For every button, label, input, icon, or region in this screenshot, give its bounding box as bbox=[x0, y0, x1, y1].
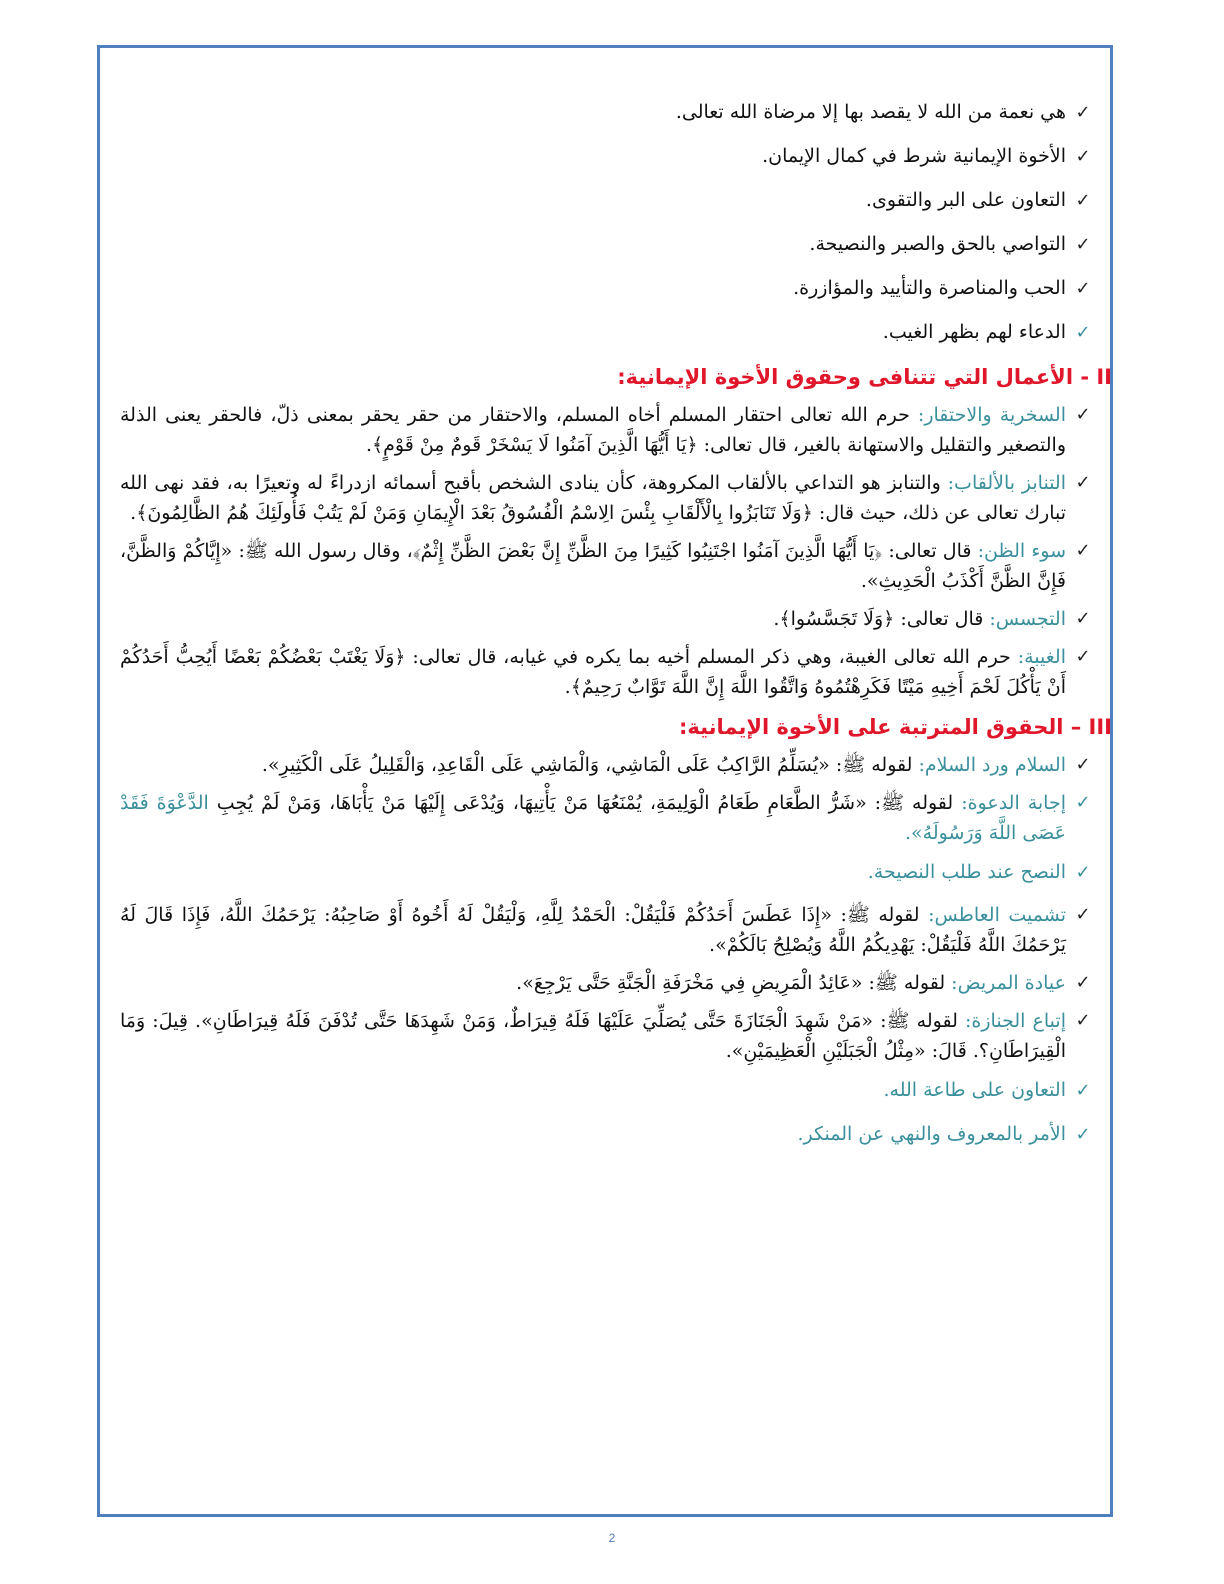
item-label: التعاون على طاعة الله. bbox=[883, 1079, 1066, 1101]
list-item bbox=[120, 1006, 1094, 1066]
list-item bbox=[120, 316, 1094, 349]
list-item bbox=[120, 788, 1094, 848]
check-icon: ✓ bbox=[1075, 404, 1091, 425]
item-text: هي نعمة من الله لا يقصد بها إلا مرضاة الله تعالى. bbox=[675, 101, 1066, 123]
item-label: تشميت العاطس: bbox=[928, 904, 1067, 926]
item-label: النصح عند طلب النصيحة. bbox=[867, 861, 1066, 883]
check-icon: ✓ bbox=[1075, 904, 1091, 925]
item-text: قال تعالى: ﴿يَا أَيُّهَا الَّذِينَ آمَنُوا اجْتَنِبُوا كَثِيرًا مِنَ الظَّنِّ إِنَّ بَعْضَ الظَّنِّ إِثْمٌ﴾، وقال رسول الله ﷺ: «إِيَّاكُمْ وَالظَّنَّ، فَإِنَّ الظَّنَّ أَكْذَبُ الْحَدِيثِ». bbox=[120, 540, 1066, 592]
item-text: الدعاء لهم بظهر الغيب. bbox=[882, 321, 1066, 343]
list-item bbox=[120, 1074, 1094, 1107]
item-text: قال تعالى: ﴿وَلَا تَجَسَّسُوا﴾. bbox=[773, 608, 990, 630]
item-text: حرم الله تعالى الغيبة، وهي ذكر المسلم أخيه بما يكره في غيابه، قال تعالى: ﴿وَلَا يَغْتَبْ بَعْضُكُمْ بَعْضًا أَيُحِبُّ أَحَدُكُمْ أَنْ يَأْكُلَ لَحْمَ أَخِيهِ مَيْتًا فَكَرِهْتُمُوهُ وَاتَّقُوا اللَّهَ إِنَّ اللَّهَ تَوَّابٌ رَحِيمٌ﴾. bbox=[120, 646, 1066, 698]
list-item bbox=[120, 968, 1094, 998]
check-icon: ✓ bbox=[1075, 862, 1091, 883]
check-icon: ✓ bbox=[1075, 1080, 1091, 1101]
check-icon: ✓ bbox=[1075, 540, 1091, 561]
item-label: التجسس: bbox=[989, 608, 1066, 630]
item-label: السخرية والاحتقار: bbox=[917, 404, 1066, 426]
check-icon: ✓ bbox=[1075, 234, 1091, 255]
item-text-tail: الدَّعْوَةَ فَقَدْ عَصَى اللَّهَ وَرَسُولَهُ». bbox=[120, 792, 1066, 844]
list-item bbox=[120, 750, 1094, 780]
item-text: لقوله ﷺ: «مَنْ شَهِدَ الْجَنَازَةَ حَتَّى يُصَلِّيَ عَلَيْهَا فَلَهُ قِيرَاطٌ، وَمَنْ شَهِدَهَا حَتَّى تُدْفَنَ فَلَهُ قِيرَاطَانِ». قِيلَ: وَمَا الْقِيرَاطَانِ؟. قَالَ: «مِثْلُ الْجَبَلَيْنِ الْعَظِيمَيْنِ». bbox=[120, 1010, 1066, 1062]
check-icon: ✓ bbox=[1075, 792, 1091, 813]
item-text: لقوله ﷺ: «إِذَا عَطَسَ أَحَدُكُمْ فَلْيَقُلْ: الْحَمْدُ لِلَّهِ، وَلْيَقُلْ لَهُ أَخُوهُ أَوْ صَاحِبُهُ: يَرْحَمُكَ اللَّهُ، فَإِذَا قَالَ لَهُ يَرْحَمُكَ اللَّهُ فَلْيَقُلْ: يَهْدِيكُمُ اللَّهُ وَيُصْلِحُ بَالَكُمْ». bbox=[120, 904, 1066, 956]
check-icon: ✓ bbox=[1075, 754, 1091, 775]
item-text: والتنابز هو التداعي بالألقاب المكروهة، كأن ينادى الشخص بأقبح أسمائه ازدراءً له وتعيرًا به، فقد نهى الله تبارك تعالى عن ذلك، حيث قال: ﴿وَلَا تَنَابَزُوا بِالْأَلْقَابِ بِئْسَ الِاسْمُ الْفُسُوقُ بَعْدَ الْإِيمَانِ وَمَنْ لَمْ يَتُبْ فَأُولَئِكَ هُمُ الظَّالِمُونَ﴾. bbox=[120, 472, 1066, 524]
check-icon: ✓ bbox=[1075, 102, 1091, 123]
item-label: السلام ورد السلام: bbox=[918, 754, 1066, 776]
list-item bbox=[120, 140, 1094, 173]
check-icon: ✓ bbox=[1075, 278, 1091, 299]
item-label: التنابز بالألقاب: bbox=[947, 472, 1067, 494]
item-label: سوء الظن: bbox=[977, 540, 1067, 562]
item-label: الأمر بالمعروف والنهي عن المنكر. bbox=[797, 1123, 1066, 1145]
list-item bbox=[120, 642, 1094, 702]
list-item bbox=[120, 184, 1094, 217]
check-icon: ✓ bbox=[1075, 190, 1091, 211]
list-item bbox=[120, 96, 1094, 129]
list-item bbox=[120, 536, 1094, 596]
section-heading-2: II - الأعمال التي تتنافى وحقوق الأخوة الإيمانية: bbox=[617, 365, 1112, 389]
check-icon: ✓ bbox=[1075, 646, 1091, 667]
list-item bbox=[120, 272, 1094, 305]
list-item bbox=[120, 604, 1094, 634]
check-icon: ✓ bbox=[1075, 972, 1091, 993]
item-text: لقوله ﷺ: «يُسَلِّمُ الرَّاكِبُ عَلَى الْمَاشِي، وَالْمَاشِي عَلَى الْقَاعِدِ، وَالْقَلِيلُ عَلَى الْكَثِيرِ». bbox=[261, 754, 919, 776]
check-icon: ✓ bbox=[1075, 472, 1091, 493]
check-icon: ✓ bbox=[1075, 1010, 1091, 1031]
item-label: إتباع الجنازة: bbox=[965, 1010, 1066, 1032]
item-label: عيادة المريض: bbox=[951, 972, 1066, 994]
item-text: حرم الله تعالى احتقار المسلم أخاه المسلم، والاحتقار من حقر يحقر بمعنى ذلّ، فالحقر يعنى الذلة والتصغير والتقليل والاستهانة بالغير، قال تعالى: ﴿يَا أَيُّهَا الَّذِينَ آمَنُوا لَا يَسْخَرْ قَومٌ مِنْ قَوْمٍ﴾. bbox=[120, 404, 1066, 456]
list-item bbox=[120, 468, 1094, 528]
list-item bbox=[120, 900, 1094, 960]
section-heading-3: III – الحقوق المترتبة على الأخوة الإيمانية: bbox=[678, 715, 1112, 739]
item-label: الغيبة: bbox=[1017, 646, 1066, 668]
item-text: لقوله ﷺ: «شَرُّ الطَّعَامِ طَعَامُ الْوَلِيمَةِ، يُمْنَعُهَا مَنْ يَأْتِيهَا، وَيُدْعَى إِلَيْهَا مَنْ يَأْبَاهَا، وَمَنْ لَمْ يُجِبِ bbox=[216, 792, 962, 814]
item-label: إجابة الدعوة: bbox=[961, 792, 1066, 814]
check-icon: ✓ bbox=[1075, 1124, 1091, 1145]
item-text: التعاون على البر والتقوى. bbox=[865, 189, 1066, 211]
check-icon: ✓ bbox=[1075, 146, 1091, 167]
list-item bbox=[120, 228, 1094, 261]
check-icon: ✓ bbox=[1075, 322, 1091, 343]
list-item bbox=[120, 400, 1094, 460]
list-item bbox=[120, 1118, 1094, 1151]
item-text: لقوله ﷺ: «عَائِدُ الْمَرِيضِ فِي مَخْرَفَةِ الْجَنَّةِ حَتَّى يَرْجِعَ». bbox=[516, 972, 952, 994]
item-text: الحب والمناصرة والتأييد والمؤازرة. bbox=[793, 277, 1066, 299]
list-item bbox=[120, 856, 1094, 889]
document-body bbox=[120, 96, 1112, 1162]
check-icon: ✓ bbox=[1075, 608, 1091, 629]
item-text: التواصي بالحق والصبر والنصيحة. bbox=[809, 233, 1066, 255]
page-number: 2 bbox=[608, 1531, 616, 1545]
item-text: الأخوة الإيمانية شرط في كمال الإيمان. bbox=[762, 145, 1066, 167]
